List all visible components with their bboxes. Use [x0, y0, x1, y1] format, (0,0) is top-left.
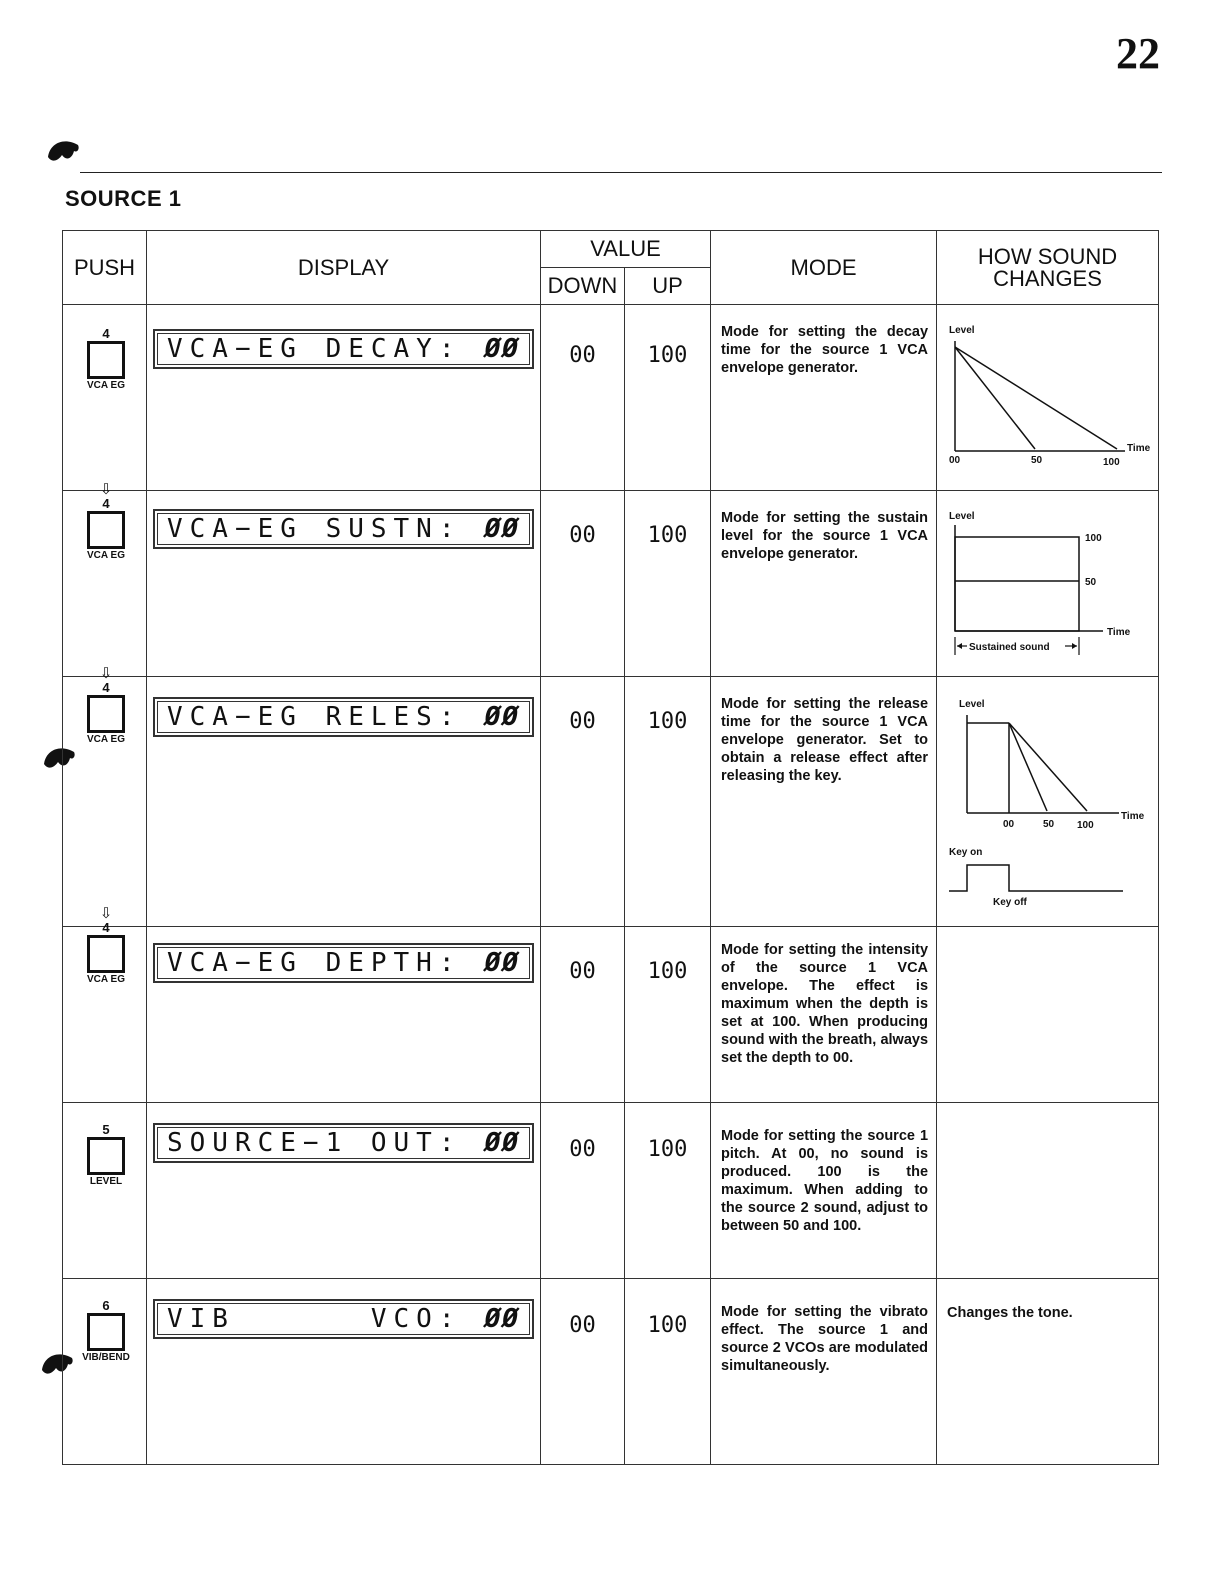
decay-graph-cell: [937, 305, 1159, 491]
push-cell: [63, 1279, 147, 1465]
graph-level-label: Level: [949, 325, 975, 336]
key-number: 6: [102, 1298, 110, 1313]
display-text: VCA−EG DECAY:: [167, 334, 462, 364]
down-value: 00: [541, 1103, 625, 1279]
key-label: LEVEL: [89, 1176, 123, 1187]
display-value: ØØ: [484, 948, 520, 978]
down-arrow-icon: [81, 1109, 131, 1123]
header-row: [63, 231, 1159, 268]
mode-description: Mode for setting the decay time for the source 1 VCA envelope generator.: [711, 305, 937, 491]
graph-time-label: Time: [1121, 811, 1145, 822]
display-value: ØØ: [484, 1304, 520, 1334]
vca-eg-key-button[interactable]: [87, 695, 125, 733]
push-cell: [63, 1103, 147, 1279]
table-row: [63, 1279, 1159, 1465]
graph-tick-label: 00: [1003, 819, 1015, 830]
table-row: [63, 677, 1159, 927]
down-value: 00: [541, 1279, 625, 1465]
display-value: ØØ: [484, 514, 520, 544]
level-key-button[interactable]: [87, 1137, 125, 1175]
release-graph-cell: [937, 677, 1159, 927]
down-value: 00: [541, 927, 625, 1103]
lcd-display: [153, 943, 534, 983]
key-number: 4: [102, 496, 110, 511]
display-cell: [147, 1103, 541, 1279]
display-text: VCA−EG RELES:: [167, 702, 462, 732]
down-arrow-icon: [81, 1285, 131, 1299]
hand-pointer-icon: [44, 135, 84, 165]
lcd-display: [153, 1123, 534, 1163]
up-header: UP: [625, 268, 711, 305]
down-arrow-icon: ⇩: [99, 905, 113, 922]
lcd-display: [153, 509, 534, 549]
sustained-sound-label: Sustained sound: [969, 642, 1050, 653]
sustain-envelope-graph: [947, 505, 1147, 665]
parameter-table: [62, 230, 1159, 1465]
down-header: DOWN: [541, 268, 625, 305]
key-off-label: Key off: [993, 897, 1027, 908]
display-text: VCA−EG DEPTH:: [167, 948, 462, 978]
key-number: 4: [102, 920, 110, 935]
how-sound-changes-header: [937, 231, 1159, 305]
display-value: ØØ: [484, 1128, 520, 1158]
how-sound-changes-cell: [937, 927, 1159, 1103]
display-value: ØØ: [484, 334, 520, 364]
vca-eg-key-button[interactable]: [87, 341, 125, 379]
how-sound-changes-label: HOW SOUND CHANGES: [977, 243, 1118, 291]
key-number: 4: [102, 326, 110, 341]
down-value: 00: [541, 677, 625, 927]
table-row: [63, 1103, 1159, 1279]
mode-description: Mode for setting the source 1 pitch. At 00, no sound is produced. 100 is the maximum. When adding to the source 2 sound, adjust to between 50 and 100.: [711, 1103, 937, 1279]
up-value: 100: [625, 491, 711, 677]
sustain-graph-cell: [937, 491, 1159, 677]
push-header: PUSH: [63, 231, 147, 305]
display-text: VCA−EG SUSTN:: [167, 514, 462, 544]
up-value: 100: [625, 1103, 711, 1279]
mode-header: MODE: [711, 231, 937, 305]
up-value: 100: [625, 677, 711, 927]
display-header: DISPLAY: [147, 231, 541, 305]
how-sound-changes-cell: [937, 1103, 1159, 1279]
display-cell: [147, 1279, 541, 1465]
graph-time-label: Time: [1127, 443, 1151, 454]
section-title: SOURCE 1: [65, 186, 182, 211]
value-header: VALUE: [541, 231, 711, 268]
mode-description: Mode for setting the vibrato effect. The source 1 and source 2 VCOs are modulated simultaneously.: [711, 1279, 937, 1465]
lcd-display: [153, 697, 534, 737]
graph-tick-label: 100: [1085, 533, 1102, 544]
key-label: VCA EG: [87, 974, 125, 985]
table-row: [63, 927, 1159, 1103]
mode-description: Mode for setting the release time for the source 1 VCA envelope generator. Set to obtain a release effect after releasing the key.: [711, 677, 937, 927]
lcd-display: [153, 329, 534, 369]
graph-level-label: Level: [949, 511, 975, 522]
graph-level-label: Level: [959, 699, 985, 710]
display-text: SOURCE−1 OUT:: [167, 1128, 462, 1158]
up-value: 100: [625, 927, 711, 1103]
display-cell: [147, 677, 541, 927]
key-label: VCA EG: [87, 734, 125, 745]
up-value: 100: [625, 1279, 711, 1465]
push-cell: [63, 305, 147, 491]
decay-envelope-graph: [947, 319, 1151, 469]
mode-description: Mode for setting the sustain level for the source 1 VCA envelope generator.: [711, 491, 937, 677]
up-value: 100: [625, 305, 711, 491]
key-label: VIB/BEND: [82, 1352, 130, 1363]
down-arrow-icon: ⇩: [99, 665, 113, 682]
top-rule: [80, 172, 1162, 173]
display-text: VIB VCO:: [167, 1304, 462, 1334]
page-number: 22: [1116, 29, 1160, 78]
vca-eg-key-button[interactable]: [87, 511, 125, 549]
table-row: [63, 491, 1159, 677]
push-cell: [63, 665, 147, 927]
key-label: VCA EG: [87, 550, 125, 561]
push-cell: [63, 481, 147, 677]
lcd-display: [153, 1299, 534, 1339]
key-label: VCA EG: [87, 380, 125, 391]
display-value: ØØ: [484, 702, 520, 732]
graph-tick-label: 100: [1103, 457, 1120, 468]
key-on-label: Key on: [949, 847, 983, 858]
down-arrow-icon: [81, 313, 131, 327]
vca-eg-key-button[interactable]: [87, 935, 125, 973]
key-number: 4: [102, 680, 110, 695]
push-cell: [63, 905, 147, 1103]
down-value: 00: [541, 491, 625, 677]
display-cell: [147, 491, 541, 677]
graph-time-label: Time: [1107, 627, 1131, 638]
down-value: 00: [541, 305, 625, 491]
down-arrow-icon: ⇩: [99, 481, 113, 498]
display-cell: [147, 927, 541, 1103]
graph-tick-label: 50: [1085, 577, 1097, 588]
table-row: [63, 305, 1159, 491]
graph-tick-label: 50: [1043, 819, 1055, 830]
graph-tick-label: 100: [1077, 820, 1094, 831]
mode-description: Mode for setting the intensity of the source 1 VCA envelope. The effect is maximum when the depth is set at 100. When producing sound with the breath, always set the depth to 00.: [711, 927, 937, 1103]
how-sound-changes-cell: Changes the tone.: [937, 1279, 1159, 1465]
key-number: 5: [102, 1122, 110, 1137]
graph-tick-label: 50: [1031, 455, 1043, 466]
vib-bend-key-button[interactable]: [87, 1313, 125, 1351]
graph-tick-label: 00: [949, 455, 961, 466]
release-envelope-graph: [947, 691, 1147, 917]
display-cell: [147, 305, 541, 491]
